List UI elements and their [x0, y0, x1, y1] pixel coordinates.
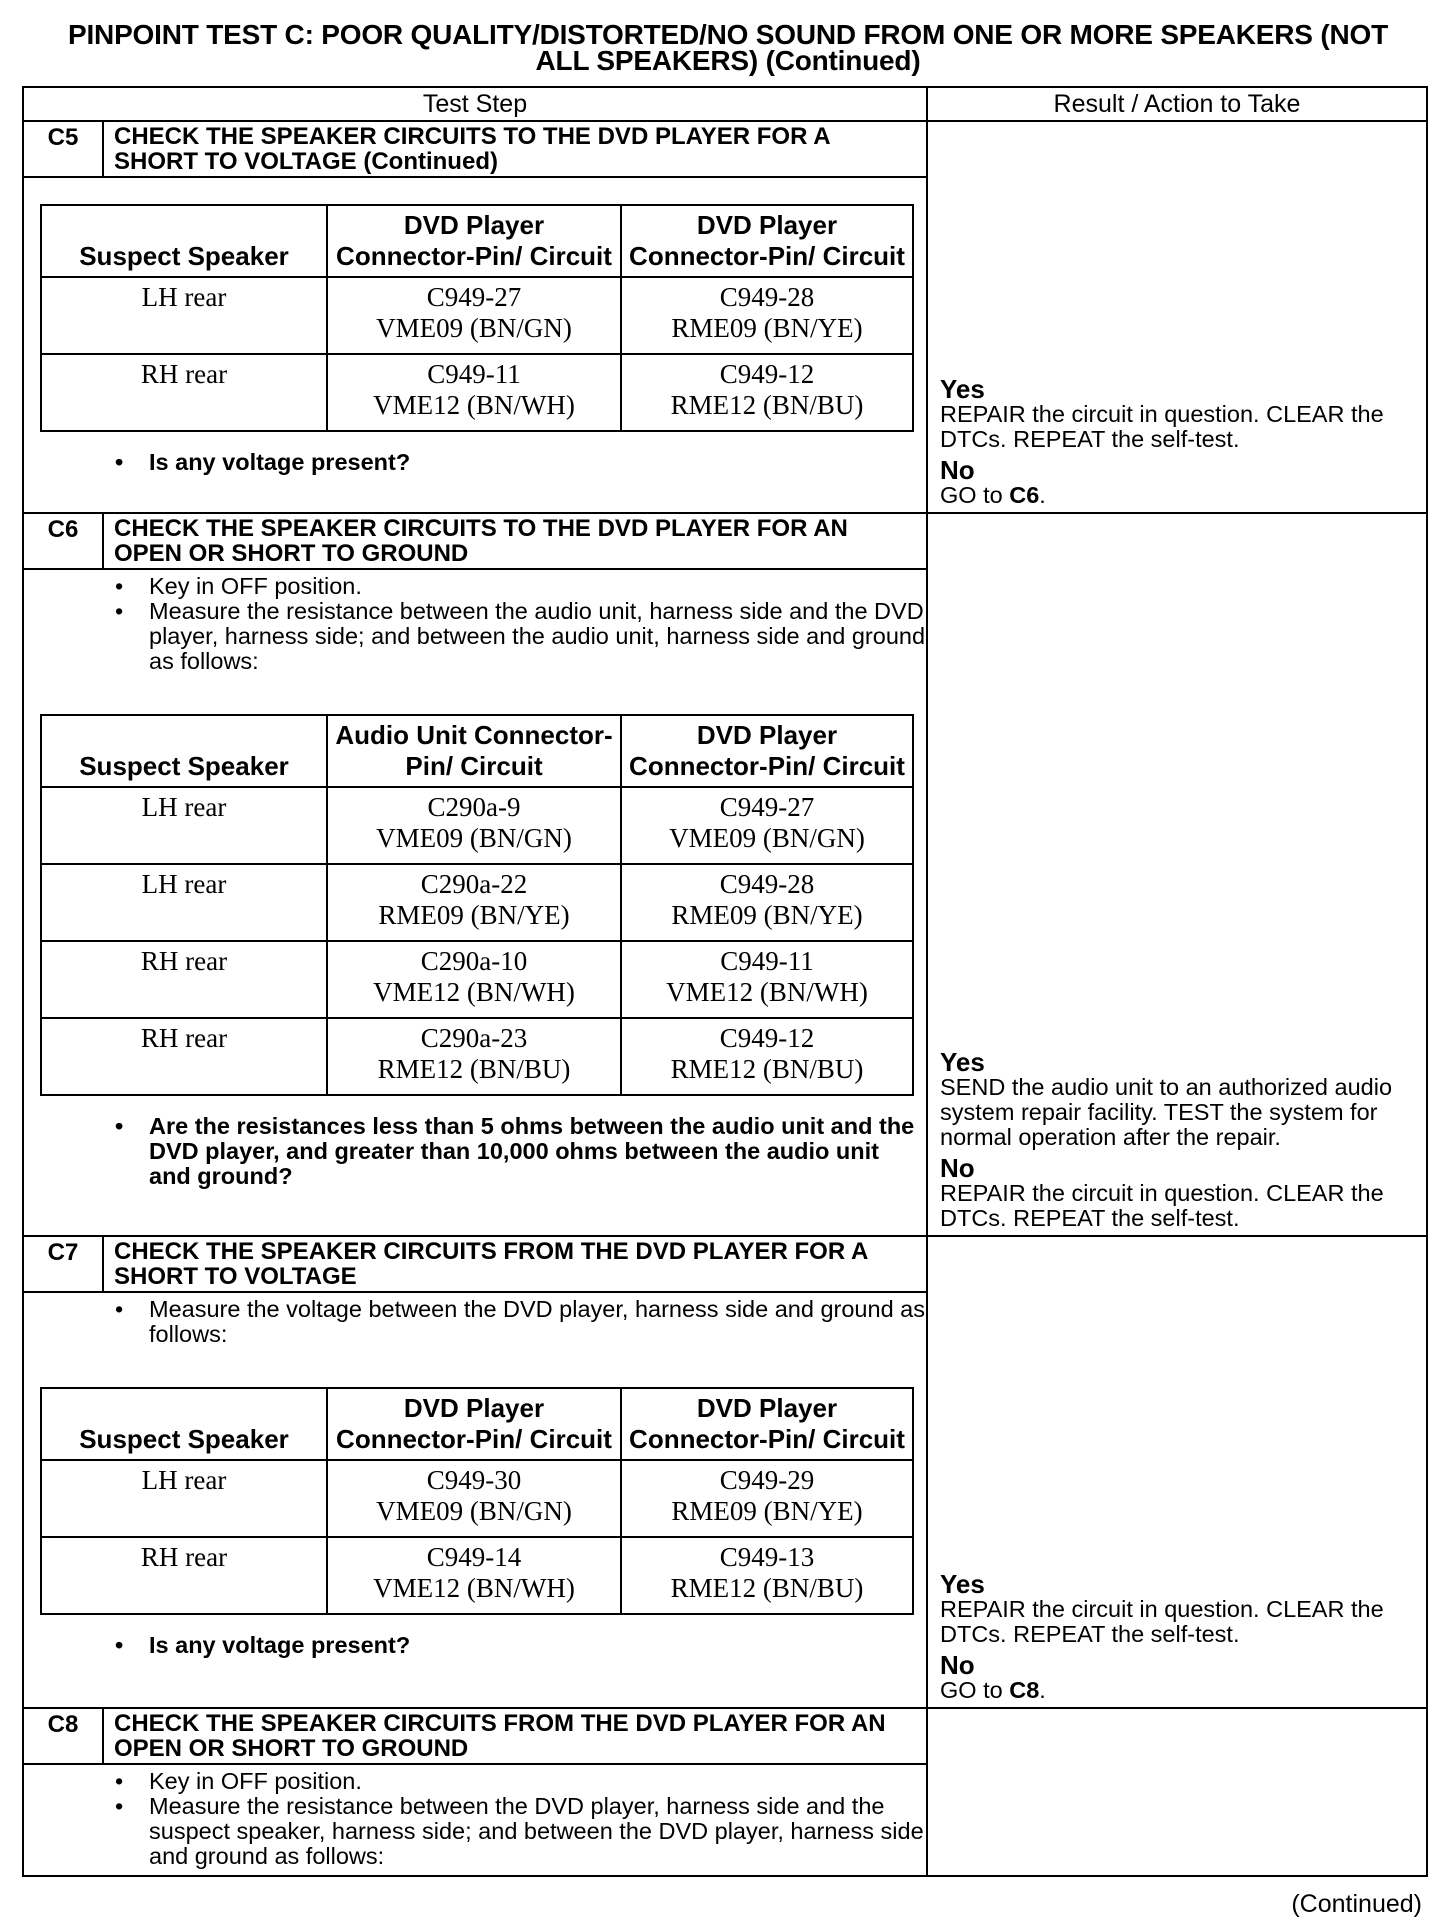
no-label: No — [940, 455, 975, 485]
result-cell — [927, 1236, 1427, 1708]
yes-text: REPAIR the circuit in question. CLEAR the DTCs. REPEAT the self-test. — [940, 401, 1384, 452]
no-label: No — [940, 1650, 975, 1680]
pin-cell: C949-13 RME12 (BN/BU) — [621, 1537, 913, 1614]
no-text: REPAIR the circuit in question. CLEAR the DTCs. REPEAT the self-test. — [940, 1180, 1384, 1231]
step-title: CHECK THE SPEAKER CIRCUITS FROM THE DVD PLAYER FOR AN OPEN OR SHORT TO GROUND — [114, 1710, 886, 1762]
speaker-cell: LH rear — [41, 864, 327, 941]
no-label: No — [940, 1153, 975, 1183]
pin-cell: C949-28 RME09 (BN/YE) — [621, 864, 913, 941]
table-row — [41, 787, 913, 864]
pin-cell: C949-14 VME12 (BN/WH) — [327, 1537, 621, 1614]
step-title: CHECK THE SPEAKER CIRCUITS TO THE DVD PLAYER FOR AN OPEN OR SHORT TO GROUND — [114, 515, 848, 567]
col-header: DVD Player Connector-Pin/ Circuit — [327, 205, 621, 277]
bullet-item: • Key in OFF position. — [149, 574, 926, 599]
col-header: Suspect Speaker — [41, 205, 327, 277]
col-header: Suspect Speaker — [41, 1388, 327, 1460]
pin-cell: C290a-23 RME12 (BN/BU) — [327, 1018, 621, 1095]
header-row — [23, 87, 1427, 121]
col-header: DVD Player Connector-Pin/ Circuit — [621, 1388, 913, 1460]
continued-label: (Continued) — [1291, 1890, 1422, 1918]
step-title: CHECK THE SPEAKER CIRCUITS TO THE DVD PLAYER FOR A SHORT TO VOLTAGE (Continued) — [114, 123, 830, 175]
yes-label: Yes — [940, 374, 985, 404]
col-header: Suspect Speaker — [41, 715, 327, 787]
yes-label: Yes — [940, 1569, 985, 1599]
step-bullets — [24, 574, 926, 674]
step-header — [24, 514, 926, 570]
step-reference: C8 — [1009, 1677, 1040, 1703]
step-row-c8 — [23, 1708, 1427, 1876]
speaker-cell: RH rear — [41, 1537, 327, 1614]
pin-cell: C290a-10 VME12 (BN/WH) — [327, 941, 621, 1018]
step-bullets — [24, 1769, 926, 1869]
step-row-c5 — [23, 121, 1427, 513]
yes-text: SEND the audio unit to an authorized audio system repair facility. TEST the system for normal operation after the repair. — [940, 1074, 1393, 1150]
step-cell — [23, 121, 927, 513]
speaker-cell: RH rear — [41, 354, 327, 431]
result-cell — [927, 513, 1427, 1236]
col-header: DVD Player Connector-Pin/ Circuit — [621, 715, 913, 787]
pin-cell: C290a-9 VME09 (BN/GN) — [327, 787, 621, 864]
step-id: C6 — [24, 514, 104, 568]
table-row — [41, 354, 913, 431]
col-header: DVD Player Connector-Pin/ Circuit — [621, 205, 913, 277]
header-result: Result / Action to Take — [927, 87, 1427, 121]
speaker-circuit-table — [40, 1387, 914, 1615]
step-row-c6 — [23, 513, 1427, 1236]
step-id: C5 — [24, 122, 104, 176]
pin-cell: C290a-22 RME09 (BN/YE) — [327, 864, 621, 941]
step-header — [24, 1237, 926, 1293]
table-row — [41, 277, 913, 354]
table-row — [41, 1018, 913, 1095]
speaker-circuit-table — [40, 714, 914, 1096]
pin-cell: C949-30 VME09 (BN/GN) — [327, 1460, 621, 1537]
step-row-c7 — [23, 1236, 1427, 1708]
step-question: • Is any voltage present? — [149, 450, 926, 475]
yes-label: Yes — [940, 1047, 985, 1077]
table-row — [41, 941, 913, 1018]
step-reference: C6 — [1009, 482, 1040, 508]
speaker-cell: LH rear — [41, 277, 327, 354]
pin-cell: C949-12 RME12 (BN/BU) — [621, 1018, 913, 1095]
pin-cell: C949-11 VME12 (BN/WH) — [327, 354, 621, 431]
step-cell — [23, 513, 927, 1236]
step-header — [24, 1709, 926, 1765]
step-header — [24, 122, 926, 178]
bullet-item: • Key in OFF position. — [149, 1769, 926, 1794]
table-row — [41, 1537, 913, 1614]
bullet-item: • Measure the resistance between the audio unit, harness side and the DVD player, harness side; and between the audio unit, harness side and ground as follows: — [149, 599, 926, 674]
speaker-circuit-table — [40, 204, 914, 432]
no-text: GO to C6. — [940, 482, 1046, 508]
step-cell — [23, 1708, 927, 1876]
step-bullets — [24, 1297, 926, 1347]
yes-text: REPAIR the circuit in question. CLEAR the DTCs. REPEAT the self-test. — [940, 1596, 1384, 1647]
speaker-cell: LH rear — [41, 1460, 327, 1537]
speaker-cell: RH rear — [41, 1018, 327, 1095]
col-header: Audio Unit Connector-Pin/ Circuit — [327, 715, 621, 787]
table-row — [41, 864, 913, 941]
speaker-cell: LH rear — [41, 787, 327, 864]
no-text: GO to C8. — [940, 1677, 1046, 1703]
page-title-line1: PINPOINT TEST C: POOR QUALITY/DISTORTED/NO SOUND FROM ONE OR MORE SPEAKERS (NOT — [68, 19, 1388, 50]
pin-cell: C949-27 VME09 (BN/GN) — [621, 787, 913, 864]
pin-cell: C949-27 VME09 (BN/GN) — [327, 277, 621, 354]
pin-cell: C949-28 RME09 (BN/YE) — [621, 277, 913, 354]
pinpoint-test-table — [22, 86, 1428, 1877]
header-test-step: Test Step — [23, 87, 927, 121]
page-title — [20, 19, 1436, 76]
question-list — [24, 1633, 926, 1658]
question-list — [24, 1114, 926, 1189]
bullet-item: • Measure the resistance between the DVD player, harness side and the suspect speaker, harness side; and between the DVD player, harness side and ground as follows: — [149, 1794, 926, 1869]
result-cell — [927, 1708, 1427, 1876]
result-cell — [927, 121, 1427, 513]
speaker-cell: RH rear — [41, 941, 327, 1018]
page-title-line2: ALL SPEAKERS) (Continued) — [535, 45, 921, 76]
pin-cell: C949-12 RME12 (BN/BU) — [621, 354, 913, 431]
step-question: • Are the resistances less than 5 ohms between the audio unit and the DVD player, and greater than 10,000 ohms between the audio unit and ground? — [149, 1114, 926, 1189]
question-list — [24, 450, 926, 475]
pin-cell: C949-11 VME12 (BN/WH) — [621, 941, 913, 1018]
step-question: • Is any voltage present? — [149, 1633, 926, 1658]
pin-cell: C949-29 RME09 (BN/YE) — [621, 1460, 913, 1537]
col-header: DVD Player Connector-Pin/ Circuit — [327, 1388, 621, 1460]
step-title: CHECK THE SPEAKER CIRCUITS FROM THE DVD PLAYER FOR A SHORT TO VOLTAGE — [114, 1238, 868, 1290]
table-row — [41, 1460, 913, 1537]
bullet-item: • Measure the voltage between the DVD player, harness side and ground as follows: — [149, 1297, 926, 1347]
step-id: C7 — [24, 1237, 104, 1291]
step-id: C8 — [24, 1709, 104, 1763]
step-cell — [23, 1236, 927, 1708]
